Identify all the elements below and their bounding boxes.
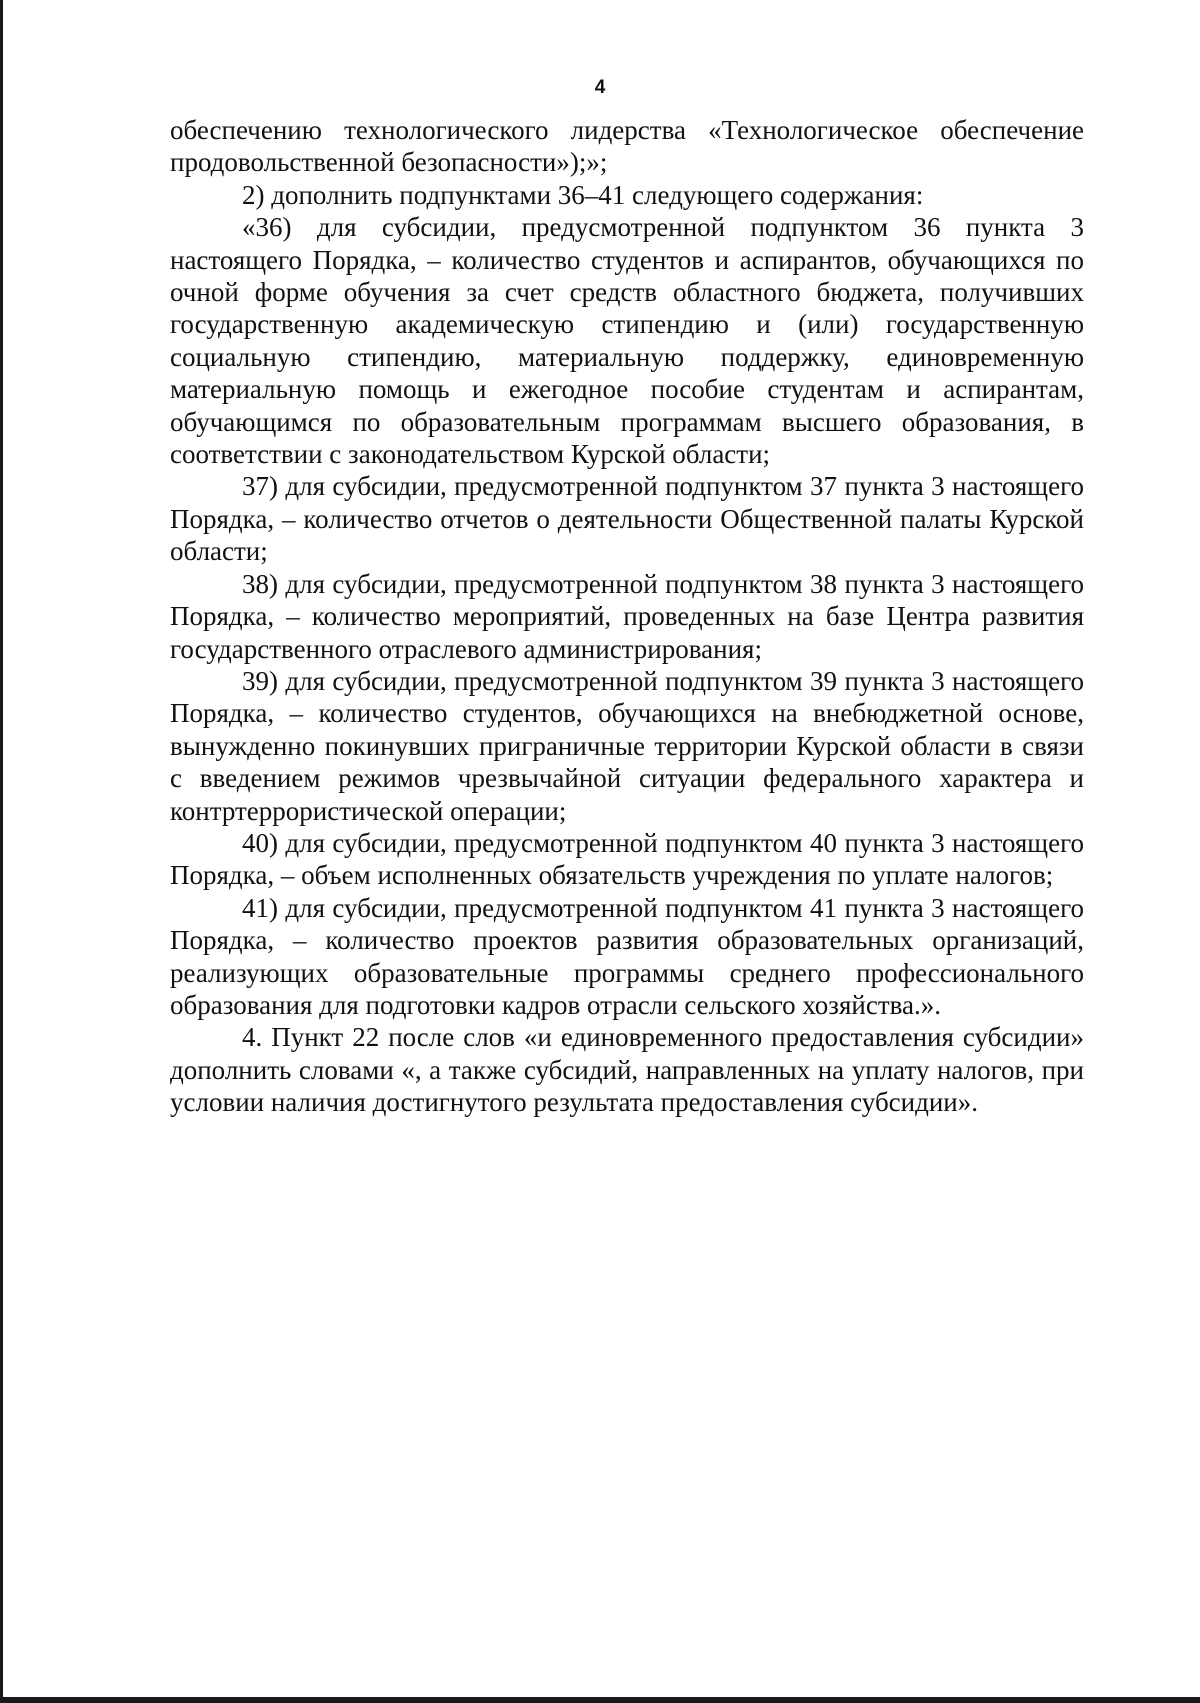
document-body xyxy=(170,114,1084,1119)
paragraph-item-4: 4. Пункт 22 после слов «и единовременного предоставления субсидии» дополнить словами «, а также субсидий, направленных на уплату налогов, при условии наличия достигнутого результата предоставления субсидии». xyxy=(170,1022,1084,1118)
paragraph-subitem-39: 39) для субсидии, предусмотренной подпунктом 39 пункта 3 настоящего Порядка, – количество студентов, обучающихся на внебюджетной основе, вынужденно покинувших приграничные территории Курской области в связи с введением режимов чрезвычайной ситуации федерального характера и контртеррористической операции; xyxy=(170,665,1084,826)
paragraph-subitem-40: 40) для субсидии, предусмотренной подпунктом 40 пункта 3 настоящего Порядка, – объем исполненных обязательств учреждения по уплате налогов; xyxy=(170,827,1084,891)
scan-bottom-edge xyxy=(0,1697,1200,1703)
paragraph-subitem-36: «36) для субсидии, предусмотренной подпунктом 36 пункта 3 настоящего Порядка, – количество студентов и аспирантов, обучающихся по очной форме обучения за счет средств областного бюджета, получивших государственную академическую стипендию и (или) государственную социальную стипендию, материальную поддержку, единовременную материальную помощь и ежегодное пособие студентам и аспирантам, обучающимся по образовательным программам высшего образования, в соответствии с законодательством Курской области; xyxy=(170,212,1084,470)
page-number: 4 xyxy=(594,77,606,98)
paragraph-continuation: обеспечению технологического лидерства «Технологическое обеспечение продовольственной безопасности»);»; xyxy=(170,115,1084,178)
paragraph-subitem-41: 41) для субсидии, предусмотренной подпунктом 41 пункта 3 настоящего Порядка, – количество проектов развития образовательных организаций, реализующих образовательные программы среднего профессионального образования для подготовки кадров отрасли сельского хозяйства.». xyxy=(170,892,1084,1020)
paragraph-subitem-37: 37) для субсидии, предусмотренной подпунктом 37 пункта 3 настоящего Порядка, – количество отчетов о деятельности Общественной палаты Курской области; xyxy=(170,471,1084,567)
paragraph-item-2: 2) дополнить подпунктами 36–41 следующего содержания: xyxy=(242,179,924,210)
paragraph-subitem-38: 38) для субсидии, предусмотренной подпунктом 38 пункта 3 настоящего Порядка, – количество мероприятий, проведенных на базе Центра развития государственного отраслевого администрирования; xyxy=(170,568,1084,664)
scan-left-edge xyxy=(0,0,3,1703)
